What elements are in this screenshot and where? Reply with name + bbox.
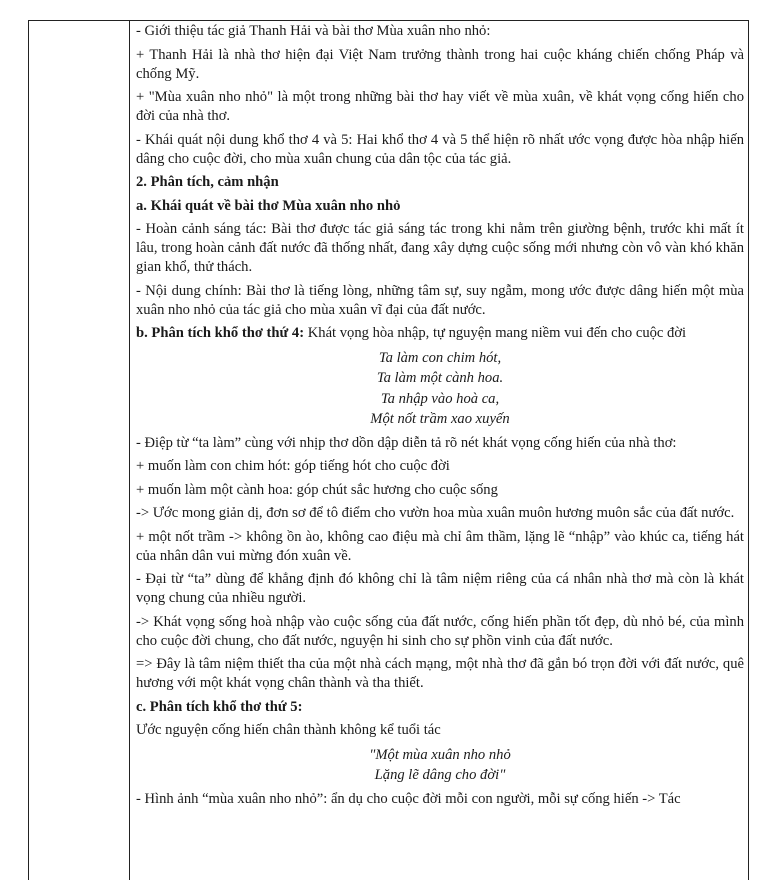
subsection-heading-b-rest: Khát vọng hòa nhập, tự nguyện mang niềm vui đến cho cuộc đời <box>304 325 687 341</box>
main-content-paragraph: - Nội dung chính: Bài thơ là tiếng lòng, những tâm sự, suy ngẫm, mong ước được dâng hiến một mùa xuân nho nhỏ của tác giả cho mùa xuân vĩ đại của đất nước. <box>136 282 744 318</box>
conclusion-paragraph: => Đây là tâm niệm thiết tha của một nhà cách mạng, một nhà thơ đã gắn bó trọn đời với đất nước, quê hương với một khát vọng chân thành và tha thiết. <box>136 656 744 691</box>
analysis-paragraph: + muốn làm con chim hót: góp tiếng hót cho cuộc đời <box>136 458 450 474</box>
verse-line: Một nốt trầm xao xuyến <box>370 411 510 427</box>
verse-line: Ta làm con chim hót, <box>378 349 502 366</box>
analysis-paragraph: + một nốt trầm -> không ồn ào, không cao điệu mà chỉ âm thầm, lặng lẽ “nhập” vào khúc ca, tiếng hát của nhân dân vui mừng đón xuân về. <box>136 528 744 564</box>
analysis-paragraph: - Đại từ “ta” dùng để khẳng định đó không chỉ là tâm niệm riêng của cá nhân nhà thơ mà còn là khát vọng chung của nhiều người. <box>136 571 744 606</box>
subsection-heading-b <box>136 324 744 343</box>
table-content-cell <box>136 22 744 813</box>
verse-stanza-5 <box>136 745 744 786</box>
analysis-paragraph: Ước nguyện cống hiến chân thành không kể tuổi tác <box>136 722 441 738</box>
analysis-paragraph: -> Khát vọng sống hoà nhập vào cuộc sống của đất nước, cống hiến phần tốt đẹp, dù nhỏ bé, của mình cho cuộc đời chung, cho đất nước, nguyện hi sinh cho sự phồn vinh của đất nước. <box>136 613 744 649</box>
section-heading-2: 2. Phân tích, cảm nhận <box>136 174 279 190</box>
verse-stanza-4 <box>136 348 744 430</box>
verse-line: "Một mùa xuân nho nhỏ <box>369 746 511 763</box>
content-summary-paragraph: - Khái quát nội dung khổ thơ 4 và 5: Hai khổ thơ 4 và 5 thể hiện rõ nhất ước vọng được hòa nhập hiến dâng cho cuộc đời, cho mùa xuân chung của dân tộc của tác giả. <box>136 131 744 167</box>
analysis-paragraph: - Điệp từ “ta làm” cùng với nhịp thơ dồn dập diễn tả rõ nét khát vọng cống hiến của nhà thơ: <box>136 434 677 451</box>
analysis-paragraph: -> Ước mong giản dị, đơn sơ để tô điểm cho vườn hoa mùa xuân muôn hương muôn sắc của đất nước. <box>136 505 735 521</box>
analysis-paragraph: - Hình ảnh “mùa xuân nho nhỏ”: ẩn dụ cho cuộc đời mỗi con người, mỗi sự cống hiến -> Tác <box>136 790 681 807</box>
author-bio-paragraph: + Thanh Hải là nhà thơ hiện đại Việt Nam trưởng thành trong hai cuộc kháng chiến chống Pháp và chống Mỹ. <box>136 46 744 82</box>
intro-author-paragraph: - Giới thiệu tác giả Thanh Hải và bài thơ Mùa xuân nho nhỏ: <box>136 23 491 39</box>
verse-line: Lặng lẽ dâng cho đời" <box>374 767 506 783</box>
verse-line: Ta làm một cành hoa. <box>376 370 504 386</box>
analysis-paragraph: + muốn làm một cành hoa: góp chút sắc hương cho cuộc sống <box>136 481 498 498</box>
verse-line: Ta nhập vào hoà ca, <box>380 390 500 407</box>
document-table <box>28 20 749 880</box>
subsection-heading-b-bold: b. Phân tích khổ thơ thứ 4: <box>136 325 305 341</box>
context-paragraph: - Hoàn cảnh sáng tác: Bài thơ được tác giả sáng tác trong khi nằm trên giường bệnh, trước khi mất ít lâu, trong hoàn cảnh đất nước đã thống nhất, đang xây dựng cuộc sống mới nhưng còn vô vàn khó khăn gian khổ, thử thách. <box>136 221 744 275</box>
poem-intro-paragraph: + "Mùa xuân nho nhỏ" là một trong những bài thơ hay viết về mùa xuân, về khát vọng cống hiến cho đời của nhà thơ. <box>136 89 744 124</box>
subsection-heading-a: a. Khái quát về bài thơ Mùa xuân nho nhỏ <box>136 197 401 214</box>
column-divider <box>129 21 130 880</box>
subsection-heading-c: c. Phân tích khổ thơ thứ 5: <box>136 698 303 715</box>
